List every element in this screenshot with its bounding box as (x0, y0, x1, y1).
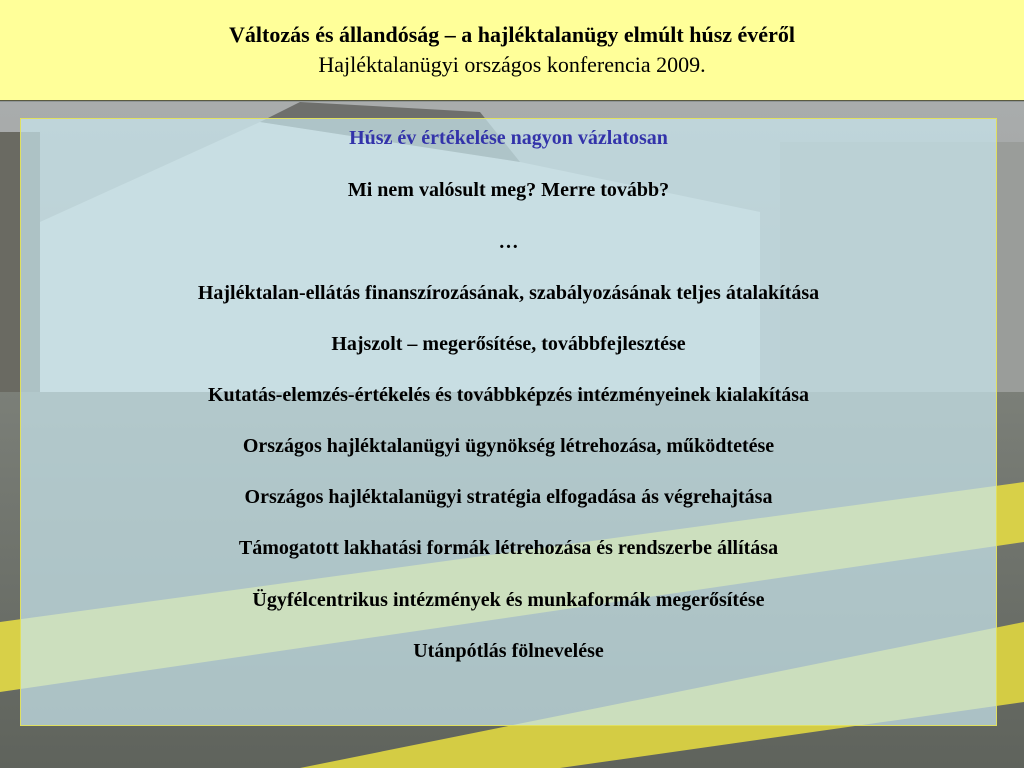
list-item: Hajszolt – megerősítése, továbbfejlesztése (331, 333, 686, 355)
content-box (20, 118, 997, 726)
list-item: Országos hajléktalanügyi stratégia elfogadása ás végrehajtása (244, 486, 773, 508)
list-item: Hajléktalan-ellátás finanszírozásának, szabályozásának teljes átalakítása (197, 282, 820, 304)
list-item: Kutatás-elemzés-értékelés és továbbképzés intézményeinek kialakítása (207, 384, 809, 406)
content-heading: Húsz év értékelése nagyon vázlatosan (349, 127, 668, 149)
ellipsis-line: … (498, 231, 519, 253)
slide-subtitle: Hajléktalanügyi országos konferencia 2009. (318, 52, 706, 77)
list-item: Országos hajléktalanügyi ügynökség létrehozása, működtetése (242, 435, 775, 457)
list-item: Utánpótlás fölnevelése (413, 640, 604, 662)
title-band (0, 0, 1024, 101)
slide-title: Változás és állandóság – a hajléktalanügy elmúlt húsz évéről (229, 22, 795, 47)
question-line: Mi nem valósult meg? Merre tovább? (347, 179, 670, 201)
list-item: Ügyfélcentrikus intézmények és munkaformák megerősítése (252, 589, 765, 611)
list-item: Támogatott lakhatási formák létrehozása és rendszerbe állítása (238, 537, 779, 559)
